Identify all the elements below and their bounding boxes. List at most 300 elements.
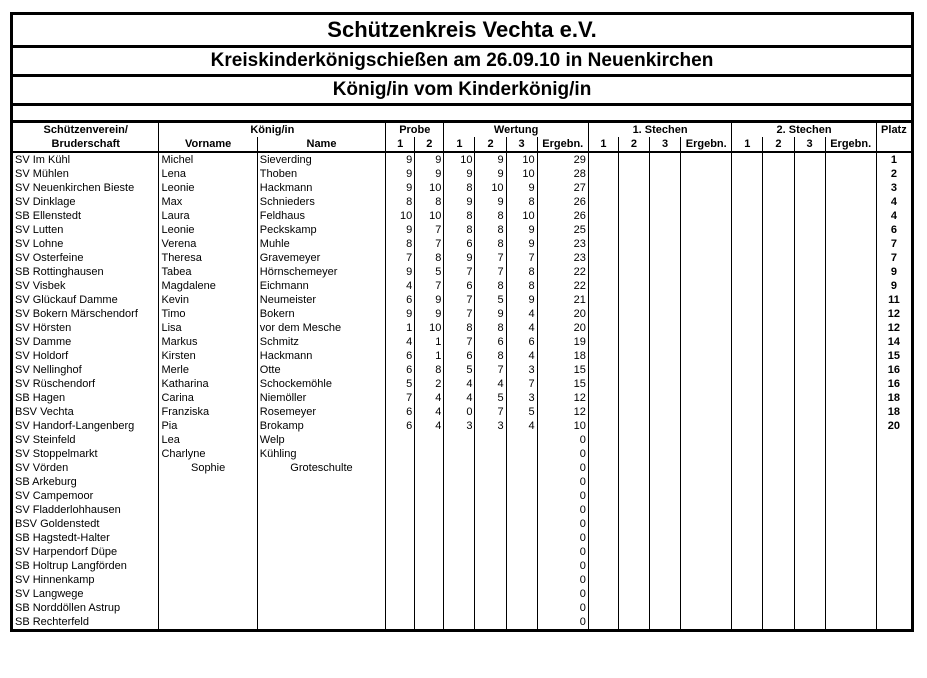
stechen1-3-cell: [650, 573, 681, 587]
stechen1-2-cell: [618, 419, 649, 433]
stechen1-1-cell: [588, 419, 618, 433]
platz-cell: [876, 601, 912, 615]
wertung-2-cell: 8: [475, 349, 506, 363]
stechen1-1-cell: [588, 433, 618, 447]
wertung-3-cell: 8: [506, 195, 537, 209]
stechen2-1-cell: [732, 237, 763, 251]
verein-cell: SV Nellinghof: [12, 363, 159, 377]
stechen1-ergebn-cell: [681, 307, 732, 321]
header-stechen-1: 1. Stechen: [588, 123, 731, 137]
probe-2-cell: 7: [415, 237, 444, 251]
wertung-3-cell: 9: [506, 293, 537, 307]
probe-2-cell: 8: [415, 195, 444, 209]
wertung-1-cell: 7: [444, 293, 475, 307]
stechen2-2-cell: [763, 587, 794, 601]
ergebnis-cell: 0: [537, 573, 588, 587]
probe-2-cell: 4: [415, 405, 444, 419]
wertung-2-cell: 8: [475, 237, 506, 251]
name-cell: [257, 559, 385, 573]
verein-cell: SB Rottinghausen: [12, 265, 159, 279]
stechen1-ergebn-cell: [681, 447, 732, 461]
wertung-2-cell: [475, 587, 506, 601]
probe-1-cell: [386, 461, 415, 475]
stechen2-1-cell: [732, 377, 763, 391]
verein-cell: SB Rechterfeld: [12, 615, 159, 631]
stechen1-2-cell: [618, 349, 649, 363]
table-row: [12, 181, 913, 195]
stechen1-1-cell: [588, 223, 618, 237]
table-row: [12, 167, 913, 181]
stechen1-2-cell: [618, 377, 649, 391]
verein-cell: SV Visbek: [12, 279, 159, 293]
probe-1-cell: 9: [386, 152, 415, 167]
stechen2-3-cell: [794, 335, 825, 349]
stechen2-1-cell: [732, 433, 763, 447]
stechen1-3-cell: [650, 377, 681, 391]
verein-cell: SV Im Kühl: [12, 152, 159, 167]
verein-cell: SV Stoppelmarkt: [12, 447, 159, 461]
stechen2-3-cell: [794, 152, 825, 167]
platz-cell: 15: [887, 350, 901, 362]
stechen2-2-cell: [763, 489, 794, 503]
table-row: [12, 405, 913, 419]
stechen2-3-cell: [794, 601, 825, 615]
probe-1-cell: 5: [386, 377, 415, 391]
table-row: [12, 461, 913, 475]
wertung-2-cell: [475, 433, 506, 447]
probe-2-cell: [415, 573, 444, 587]
stechen1-ergebn-cell: [681, 531, 732, 545]
probe-1-cell: [386, 545, 415, 559]
stechen1-1-cell: [588, 517, 618, 531]
verein-cell: SB Holtrup Langförden: [12, 559, 159, 573]
stechen1-2-cell: [618, 279, 649, 293]
wertung-3-cell: 9: [506, 237, 537, 251]
stechen1-1-cell: [588, 349, 618, 363]
stechen1-ergebn-cell: [681, 517, 732, 531]
stechen2-ergebn-cell: [825, 363, 876, 377]
platz-cell: 7: [890, 252, 897, 264]
stechen1-ergebn-cell: [681, 419, 732, 433]
vorname-cell: [159, 587, 257, 601]
stechen1-1-cell: [588, 363, 618, 377]
stechen1-ergebn-cell: [681, 489, 732, 503]
stechen2-2-cell: [763, 391, 794, 405]
stechen1-3-cell: [650, 489, 681, 503]
competition-title: König/in vom Kinderkönig/in: [13, 77, 911, 106]
stechen2-3-cell: [794, 447, 825, 461]
table-row: [12, 307, 913, 321]
probe-2-cell: 4: [415, 419, 444, 433]
wertung-1-cell: [444, 545, 475, 559]
stechen1-1-cell: [588, 279, 618, 293]
ergebnis-cell: 15: [537, 377, 588, 391]
name-cell: [257, 475, 385, 489]
verein-cell: SV Harpendorf Düpe: [12, 545, 159, 559]
probe-1-cell: [386, 601, 415, 615]
verein-cell: SB Norddöllen Astrup: [12, 601, 159, 615]
header-stechen1-ergebn: Ergebn.: [681, 137, 732, 152]
vorname-cell: Lea: [159, 433, 257, 447]
ergebnis-cell: 0: [537, 559, 588, 573]
platz-cell: 4: [890, 196, 897, 208]
stechen1-3-cell: [650, 517, 681, 531]
probe-1-cell: [386, 503, 415, 517]
wertung-3-cell: 4: [506, 321, 537, 335]
sheet-title: Schützenkreis Vechta e.V.: [13, 15, 911, 48]
stechen1-3-cell: [650, 293, 681, 307]
wertung-1-cell: 8: [444, 223, 475, 237]
header-stechen2-ergebn: Ergebn.: [825, 137, 876, 152]
vorname-cell: [159, 475, 257, 489]
vorname-cell: Leonie: [159, 181, 257, 195]
ergebnis-cell: 0: [537, 489, 588, 503]
stechen2-2-cell: [763, 363, 794, 377]
stechen2-3-cell: [794, 433, 825, 447]
ergebnis-cell: 20: [537, 321, 588, 335]
stechen1-ergebn-cell: [681, 265, 732, 279]
stechen1-1-cell: [588, 545, 618, 559]
platz-cell: 20: [887, 420, 901, 432]
wertung-1-cell: 7: [444, 335, 475, 349]
stechen2-2-cell: [763, 447, 794, 461]
wertung-2-cell: 10: [475, 181, 506, 195]
probe-2-cell: 1: [415, 335, 444, 349]
stechen2-1-cell: [732, 363, 763, 377]
stechen2-1-cell: [732, 545, 763, 559]
stechen2-1-cell: [732, 601, 763, 615]
stechen2-2-cell: [763, 335, 794, 349]
stechen1-ergebn-cell: [681, 363, 732, 377]
verein-cell: BSV Goldenstedt: [12, 517, 159, 531]
stechen1-ergebn-cell: [681, 601, 732, 615]
stechen1-2-cell: [618, 601, 649, 615]
name-cell: [257, 531, 385, 545]
wertung-2-cell: [475, 489, 506, 503]
stechen1-ergebn-cell: [681, 167, 732, 181]
stechen2-1-cell: [732, 391, 763, 405]
probe-1-cell: 9: [386, 223, 415, 237]
platz-cell: 2: [890, 168, 897, 180]
wertung-1-cell: [444, 461, 475, 475]
wertung-3-cell: 5: [506, 405, 537, 419]
stechen1-2-cell: [618, 503, 649, 517]
wertung-2-cell: 9: [475, 167, 506, 181]
stechen2-2-cell: [763, 517, 794, 531]
stechen2-2-cell: [763, 545, 794, 559]
probe-2-cell: [415, 503, 444, 517]
stechen2-ergebn-cell: [825, 307, 876, 321]
table-row: [12, 377, 913, 391]
wertung-2-cell: [475, 545, 506, 559]
header-vorname: Vorname: [159, 137, 257, 152]
stechen1-2-cell: [618, 391, 649, 405]
table-row: [12, 391, 913, 405]
platz-cell: 9: [890, 266, 897, 278]
ergebnis-cell: 15: [537, 363, 588, 377]
stechen2-3-cell: [794, 251, 825, 265]
name-cell: [257, 615, 385, 631]
header-stechen1-3: 3: [650, 137, 681, 152]
stechen1-ergebn-cell: [681, 503, 732, 517]
platz-cell: 16: [887, 364, 901, 376]
probe-1-cell: 7: [386, 251, 415, 265]
stechen2-3-cell: [794, 321, 825, 335]
name-cell: Schockemöhle: [257, 377, 385, 391]
name-cell: Schmitz: [257, 335, 385, 349]
wertung-1-cell: 3: [444, 419, 475, 433]
wertung-2-cell: 8: [475, 279, 506, 293]
stechen1-2-cell: [618, 265, 649, 279]
table-row: [12, 209, 913, 223]
verein-cell: SV Fladderlohhausen: [12, 503, 159, 517]
name-cell: Otte: [257, 363, 385, 377]
probe-1-cell: 6: [386, 349, 415, 363]
stechen2-1-cell: [732, 223, 763, 237]
platz-cell: 6: [890, 224, 897, 236]
table-row: [12, 195, 913, 209]
platz-cell: 18: [887, 392, 901, 404]
probe-1-cell: 8: [386, 237, 415, 251]
verein-cell: SV Osterfeine: [12, 251, 159, 265]
header-stechen2-1: 1: [732, 137, 763, 152]
vorname-cell: Franziska: [159, 405, 257, 419]
ergebnis-cell: 20: [537, 307, 588, 321]
stechen1-1-cell: [588, 209, 618, 223]
results-body: [12, 152, 913, 631]
wertung-1-cell: 6: [444, 349, 475, 363]
stechen2-ergebn-cell: [825, 517, 876, 531]
probe-1-cell: 6: [386, 363, 415, 377]
stechen2-ergebn-cell: [825, 237, 876, 251]
table-row: [12, 489, 913, 503]
wertung-2-cell: [475, 615, 506, 631]
stechen2-1-cell: [732, 419, 763, 433]
name-cell: Eichmann: [257, 279, 385, 293]
stechen2-ergebn-cell: [825, 405, 876, 419]
stechen1-3-cell: [650, 363, 681, 377]
probe-2-cell: [415, 587, 444, 601]
probe-2-cell: 9: [415, 152, 444, 167]
probe-1-cell: [386, 433, 415, 447]
verein-cell: SV Langwege: [12, 587, 159, 601]
wertung-2-cell: [475, 559, 506, 573]
probe-1-cell: [386, 573, 415, 587]
stechen2-3-cell: [794, 363, 825, 377]
stechen1-1-cell: [588, 531, 618, 545]
vorname-cell: Lisa: [159, 321, 257, 335]
stechen1-ergebn-cell: [681, 237, 732, 251]
stechen2-1-cell: [732, 209, 763, 223]
probe-2-cell: [415, 545, 444, 559]
probe-2-cell: [415, 433, 444, 447]
stechen2-ergebn-cell: [825, 195, 876, 209]
stechen2-3-cell: [794, 405, 825, 419]
verein-cell: SV Vörden: [12, 461, 159, 475]
wertung-1-cell: [444, 531, 475, 545]
stechen2-ergebn-cell: [825, 489, 876, 503]
wertung-2-cell: [475, 531, 506, 545]
probe-1-cell: 9: [386, 307, 415, 321]
probe-2-cell: 2: [415, 377, 444, 391]
stechen1-3-cell: [650, 251, 681, 265]
stechen1-2-cell: [618, 615, 649, 631]
table-row: [12, 419, 913, 433]
stechen1-3-cell: [650, 531, 681, 545]
header-name: Name: [257, 137, 385, 152]
stechen2-ergebn-cell: [825, 293, 876, 307]
header-verein: Schützenverein/: [12, 123, 159, 137]
wertung-1-cell: 0: [444, 405, 475, 419]
stechen1-3-cell: [650, 321, 681, 335]
vorname-cell: [159, 601, 257, 615]
name-cell: Schnieders: [257, 195, 385, 209]
stechen2-ergebn-cell: [825, 335, 876, 349]
wertung-1-cell: 8: [444, 181, 475, 195]
vorname-cell: Carina: [159, 391, 257, 405]
probe-2-cell: 9: [415, 167, 444, 181]
stechen1-ergebn-cell: [681, 377, 732, 391]
stechen1-ergebn-cell: [681, 321, 732, 335]
table-row: [12, 573, 913, 587]
table-row: [12, 601, 913, 615]
wertung-1-cell: 9: [444, 195, 475, 209]
wertung-3-cell: 4: [506, 307, 537, 321]
wertung-2-cell: 8: [475, 223, 506, 237]
stechen2-3-cell: [794, 181, 825, 195]
platz-cell: 4: [890, 210, 897, 222]
ergebnis-cell: 10: [537, 419, 588, 433]
probe-2-cell: 5: [415, 265, 444, 279]
stechen1-2-cell: [618, 447, 649, 461]
stechen1-ergebn-cell: [681, 251, 732, 265]
name-cell: [257, 601, 385, 615]
stechen1-ergebn-cell: [681, 152, 732, 167]
probe-1-cell: 9: [386, 167, 415, 181]
vorname-cell: [159, 545, 257, 559]
wertung-1-cell: [444, 503, 475, 517]
wertung-3-cell: [506, 433, 537, 447]
stechen1-1-cell: [588, 587, 618, 601]
stechen1-2-cell: [618, 433, 649, 447]
ergebnis-cell: 0: [537, 433, 588, 447]
probe-2-cell: 10: [415, 181, 444, 195]
stechen1-3-cell: [650, 265, 681, 279]
stechen2-3-cell: [794, 391, 825, 405]
header-stechen-2: 2. Stechen: [732, 123, 876, 137]
stechen1-1-cell: [588, 377, 618, 391]
platz-cell: [876, 503, 912, 517]
stechen2-ergebn-cell: [825, 531, 876, 545]
stechen1-3-cell: [650, 433, 681, 447]
stechen2-3-cell: [794, 517, 825, 531]
wertung-2-cell: 6: [475, 335, 506, 349]
stechen1-3-cell: [650, 209, 681, 223]
ergebnis-cell: 23: [537, 237, 588, 251]
ergebnis-cell: 22: [537, 279, 588, 293]
stechen2-2-cell: [763, 573, 794, 587]
probe-2-cell: 10: [415, 321, 444, 335]
probe-1-cell: 6: [386, 419, 415, 433]
vorname-cell: [159, 517, 257, 531]
stechen2-1-cell: [732, 489, 763, 503]
wertung-2-cell: [475, 475, 506, 489]
table-row: [12, 363, 913, 377]
verein-cell: SV Campemoor: [12, 489, 159, 503]
stechen1-1-cell: [588, 573, 618, 587]
verein-cell: SV Hinnenkamp: [12, 573, 159, 587]
platz-cell: 14: [887, 336, 901, 348]
stechen2-ergebn-cell: [825, 475, 876, 489]
stechen1-1-cell: [588, 335, 618, 349]
stechen2-1-cell: [732, 405, 763, 419]
platz-cell: 12: [887, 308, 901, 320]
wertung-3-cell: [506, 559, 537, 573]
platz-cell: [876, 475, 912, 489]
ergebnis-cell: 28: [537, 167, 588, 181]
stechen1-3-cell: [650, 167, 681, 181]
verein-cell: SV Neuenkirchen Bieste: [12, 181, 159, 195]
stechen2-3-cell: [794, 307, 825, 321]
probe-1-cell: 1: [386, 321, 415, 335]
stechen1-2-cell: [618, 559, 649, 573]
wertung-3-cell: [506, 573, 537, 587]
stechen2-ergebn-cell: [825, 349, 876, 363]
vorname-cell: Kevin: [159, 293, 257, 307]
stechen2-ergebn-cell: [825, 251, 876, 265]
name-cell: [257, 517, 385, 531]
wertung-3-cell: 7: [506, 377, 537, 391]
stechen1-3-cell: [650, 195, 681, 209]
stechen1-ergebn-cell: [681, 195, 732, 209]
platz-cell: 18: [887, 406, 901, 418]
stechen1-2-cell: [618, 321, 649, 335]
name-cell: Neumeister: [257, 293, 385, 307]
vorname-cell: Leonie: [159, 223, 257, 237]
stechen2-ergebn-cell: [825, 461, 876, 475]
wertung-3-cell: [506, 489, 537, 503]
verein-cell: SV Bokern Märschendorf: [12, 307, 159, 321]
header-wertung-1: 1: [444, 137, 475, 152]
vorname-cell: [159, 573, 257, 587]
wertung-1-cell: [444, 573, 475, 587]
stechen1-1-cell: [588, 167, 618, 181]
wertung-1-cell: 7: [444, 265, 475, 279]
wertung-1-cell: [444, 587, 475, 601]
stechen2-2-cell: [763, 503, 794, 517]
stechen2-3-cell: [794, 209, 825, 223]
stechen1-2-cell: [618, 475, 649, 489]
probe-1-cell: [386, 615, 415, 631]
header-probe-2: 2: [415, 137, 444, 152]
ergebnis-cell: 29: [537, 152, 588, 167]
platz-cell: [876, 615, 912, 631]
stechen1-1-cell: [588, 503, 618, 517]
wertung-2-cell: 3: [475, 419, 506, 433]
stechen1-2-cell: [618, 587, 649, 601]
stechen1-1-cell: [588, 559, 618, 573]
stechen2-3-cell: [794, 265, 825, 279]
stechen1-ergebn-cell: [681, 223, 732, 237]
wertung-1-cell: [444, 615, 475, 631]
stechen2-ergebn-cell: [825, 503, 876, 517]
stechen1-1-cell: [588, 195, 618, 209]
probe-1-cell: 6: [386, 405, 415, 419]
header-wertung: Wertung: [444, 123, 588, 137]
wertung-3-cell: [506, 587, 537, 601]
wertung-2-cell: 7: [475, 363, 506, 377]
wertung-3-cell: 3: [506, 391, 537, 405]
